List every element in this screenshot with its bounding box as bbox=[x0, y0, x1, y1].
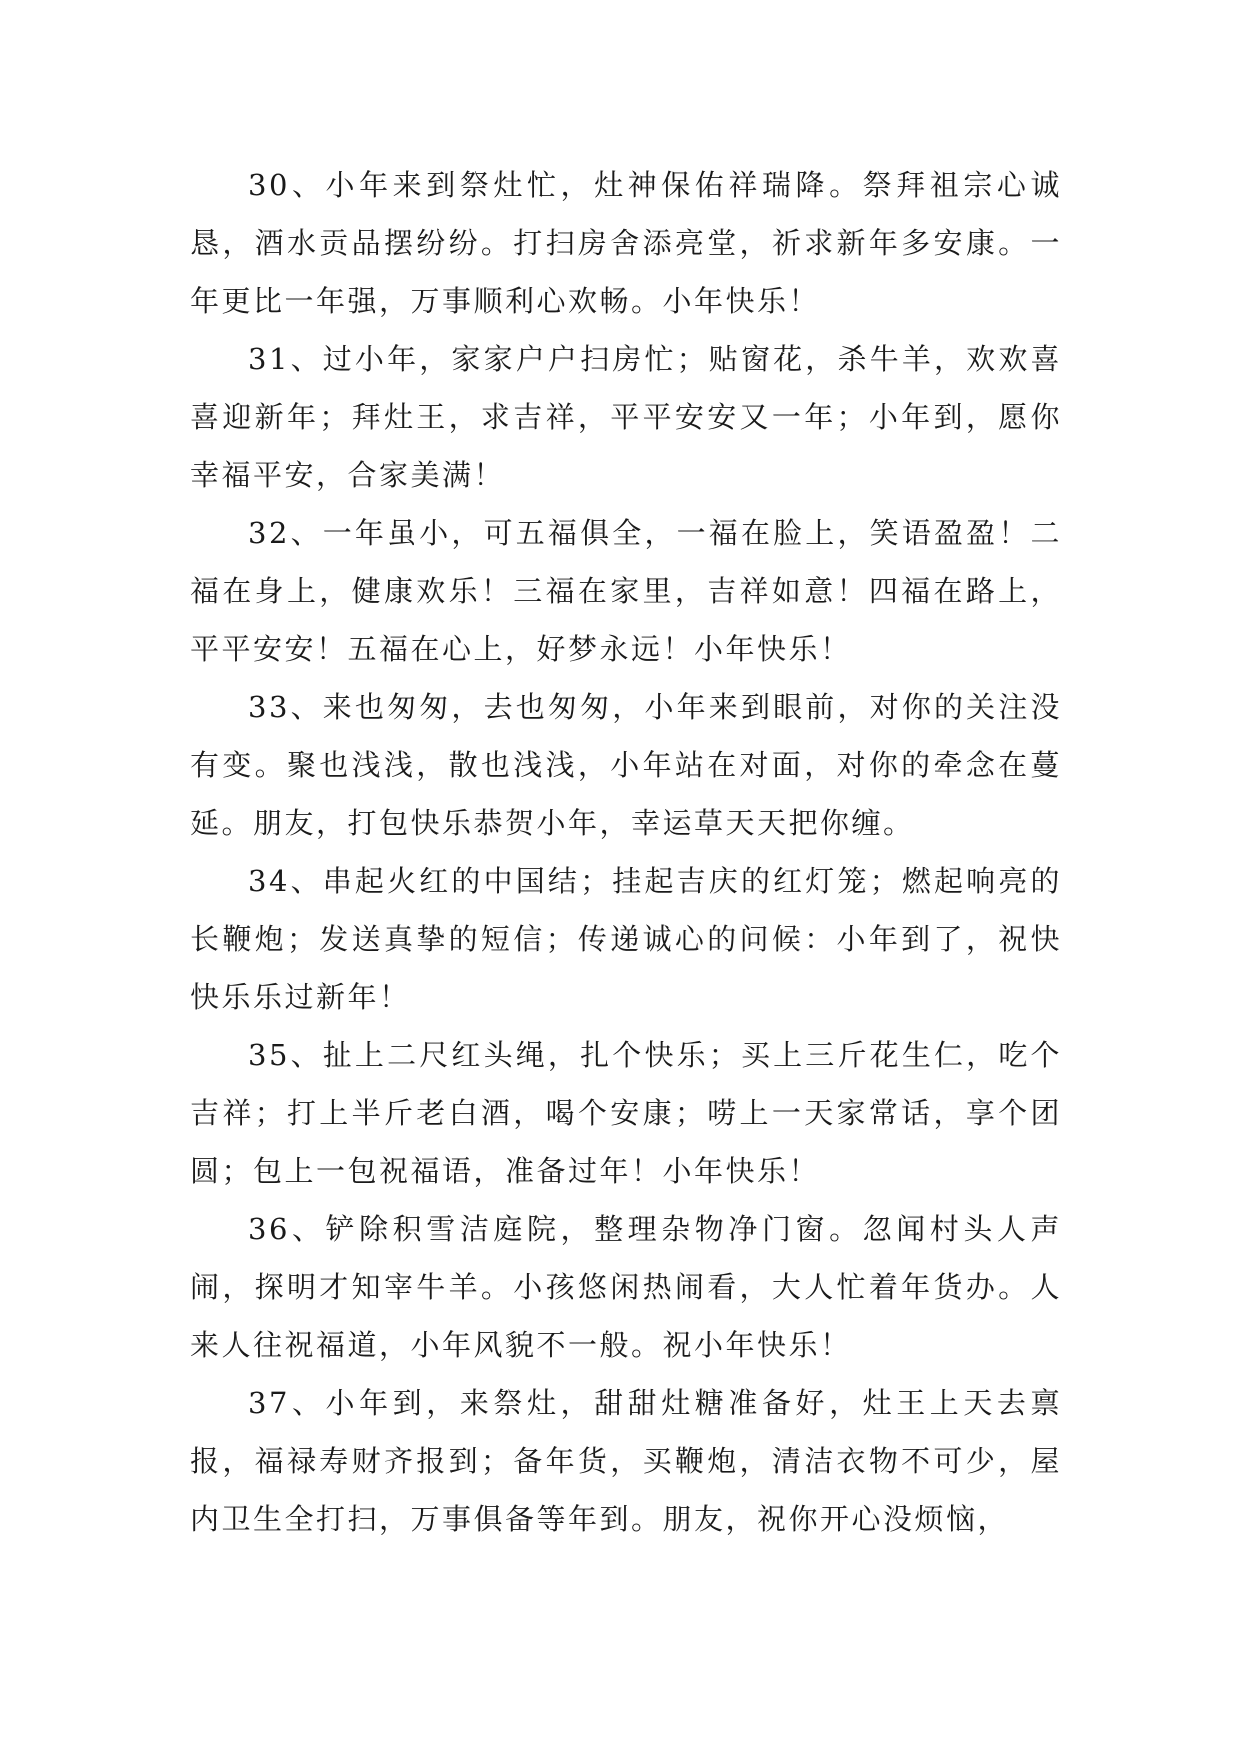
paragraph-35: 35、扯上二尺红头绳，扎个快乐；买上三斤花生仁，吃个吉祥；打上半斤老白酒，喝个安康；唠上一天家常话，享个团圆；包上一包祝福语，准备过年！小年快乐！ bbox=[190, 1038, 1062, 1188]
paragraph-33: 33、来也匆匆，去也匆匆，小年来到眼前，对你的关注没有变。聚也浅浅，散也浅浅，小年站在对面，对你的牵念在蔓延。朋友，打包快乐恭贺小年，幸运草天天把你缠。 bbox=[190, 690, 1062, 840]
paragraph-34: 34、串起火红的中国结；挂起吉庆的红灯笼；燃起响亮的长鞭炮；发送真挚的短信；传递诚心的问候：小年到了，祝快快乐乐过新年！ bbox=[190, 864, 1062, 1014]
paragraph-30: 30、小年来到祭灶忙，灶神保佑祥瑞降。祭拜祖宗心诚恳，酒水贡品摆纷纷。打扫房舍添亮堂，祈求新年多安康。一年更比一年强，万事顺利心欢畅。小年快乐！ bbox=[190, 168, 1062, 318]
paragraph-31: 31、过小年，家家户户扫房忙；贴窗花，杀牛羊，欢欢喜喜迎新年；拜灶王，求吉祥，平平安安又一年；小年到，愿你幸福平安，合家美满！ bbox=[190, 342, 1062, 492]
paragraph-32: 32、一年虽小，可五福俱全，一福在脸上，笑语盈盈！二福在身上，健康欢乐！三福在家里，吉祥如意！四福在路上，平平安安！五福在心上，好梦永远！小年快乐！ bbox=[190, 516, 1062, 666]
document-body bbox=[190, 156, 1062, 1548]
paragraph-37: 37、小年到，来祭灶，甜甜灶糖准备好，灶王上天去禀报，福禄寿财齐报到；备年货，买鞭炮，清洁衣物不可少，屋内卫生全打扫，万事俱备等年到。朋友，祝你开心没烦恼， bbox=[190, 1386, 1062, 1536]
paragraph-36: 36、铲除积雪洁庭院，整理杂物净门窗。忽闻村头人声闹，探明才知宰牛羊。小孩悠闲热闹看，大人忙着年货办。人来人往祝福道，小年风貌不一般。祝小年快乐！ bbox=[190, 1212, 1062, 1362]
